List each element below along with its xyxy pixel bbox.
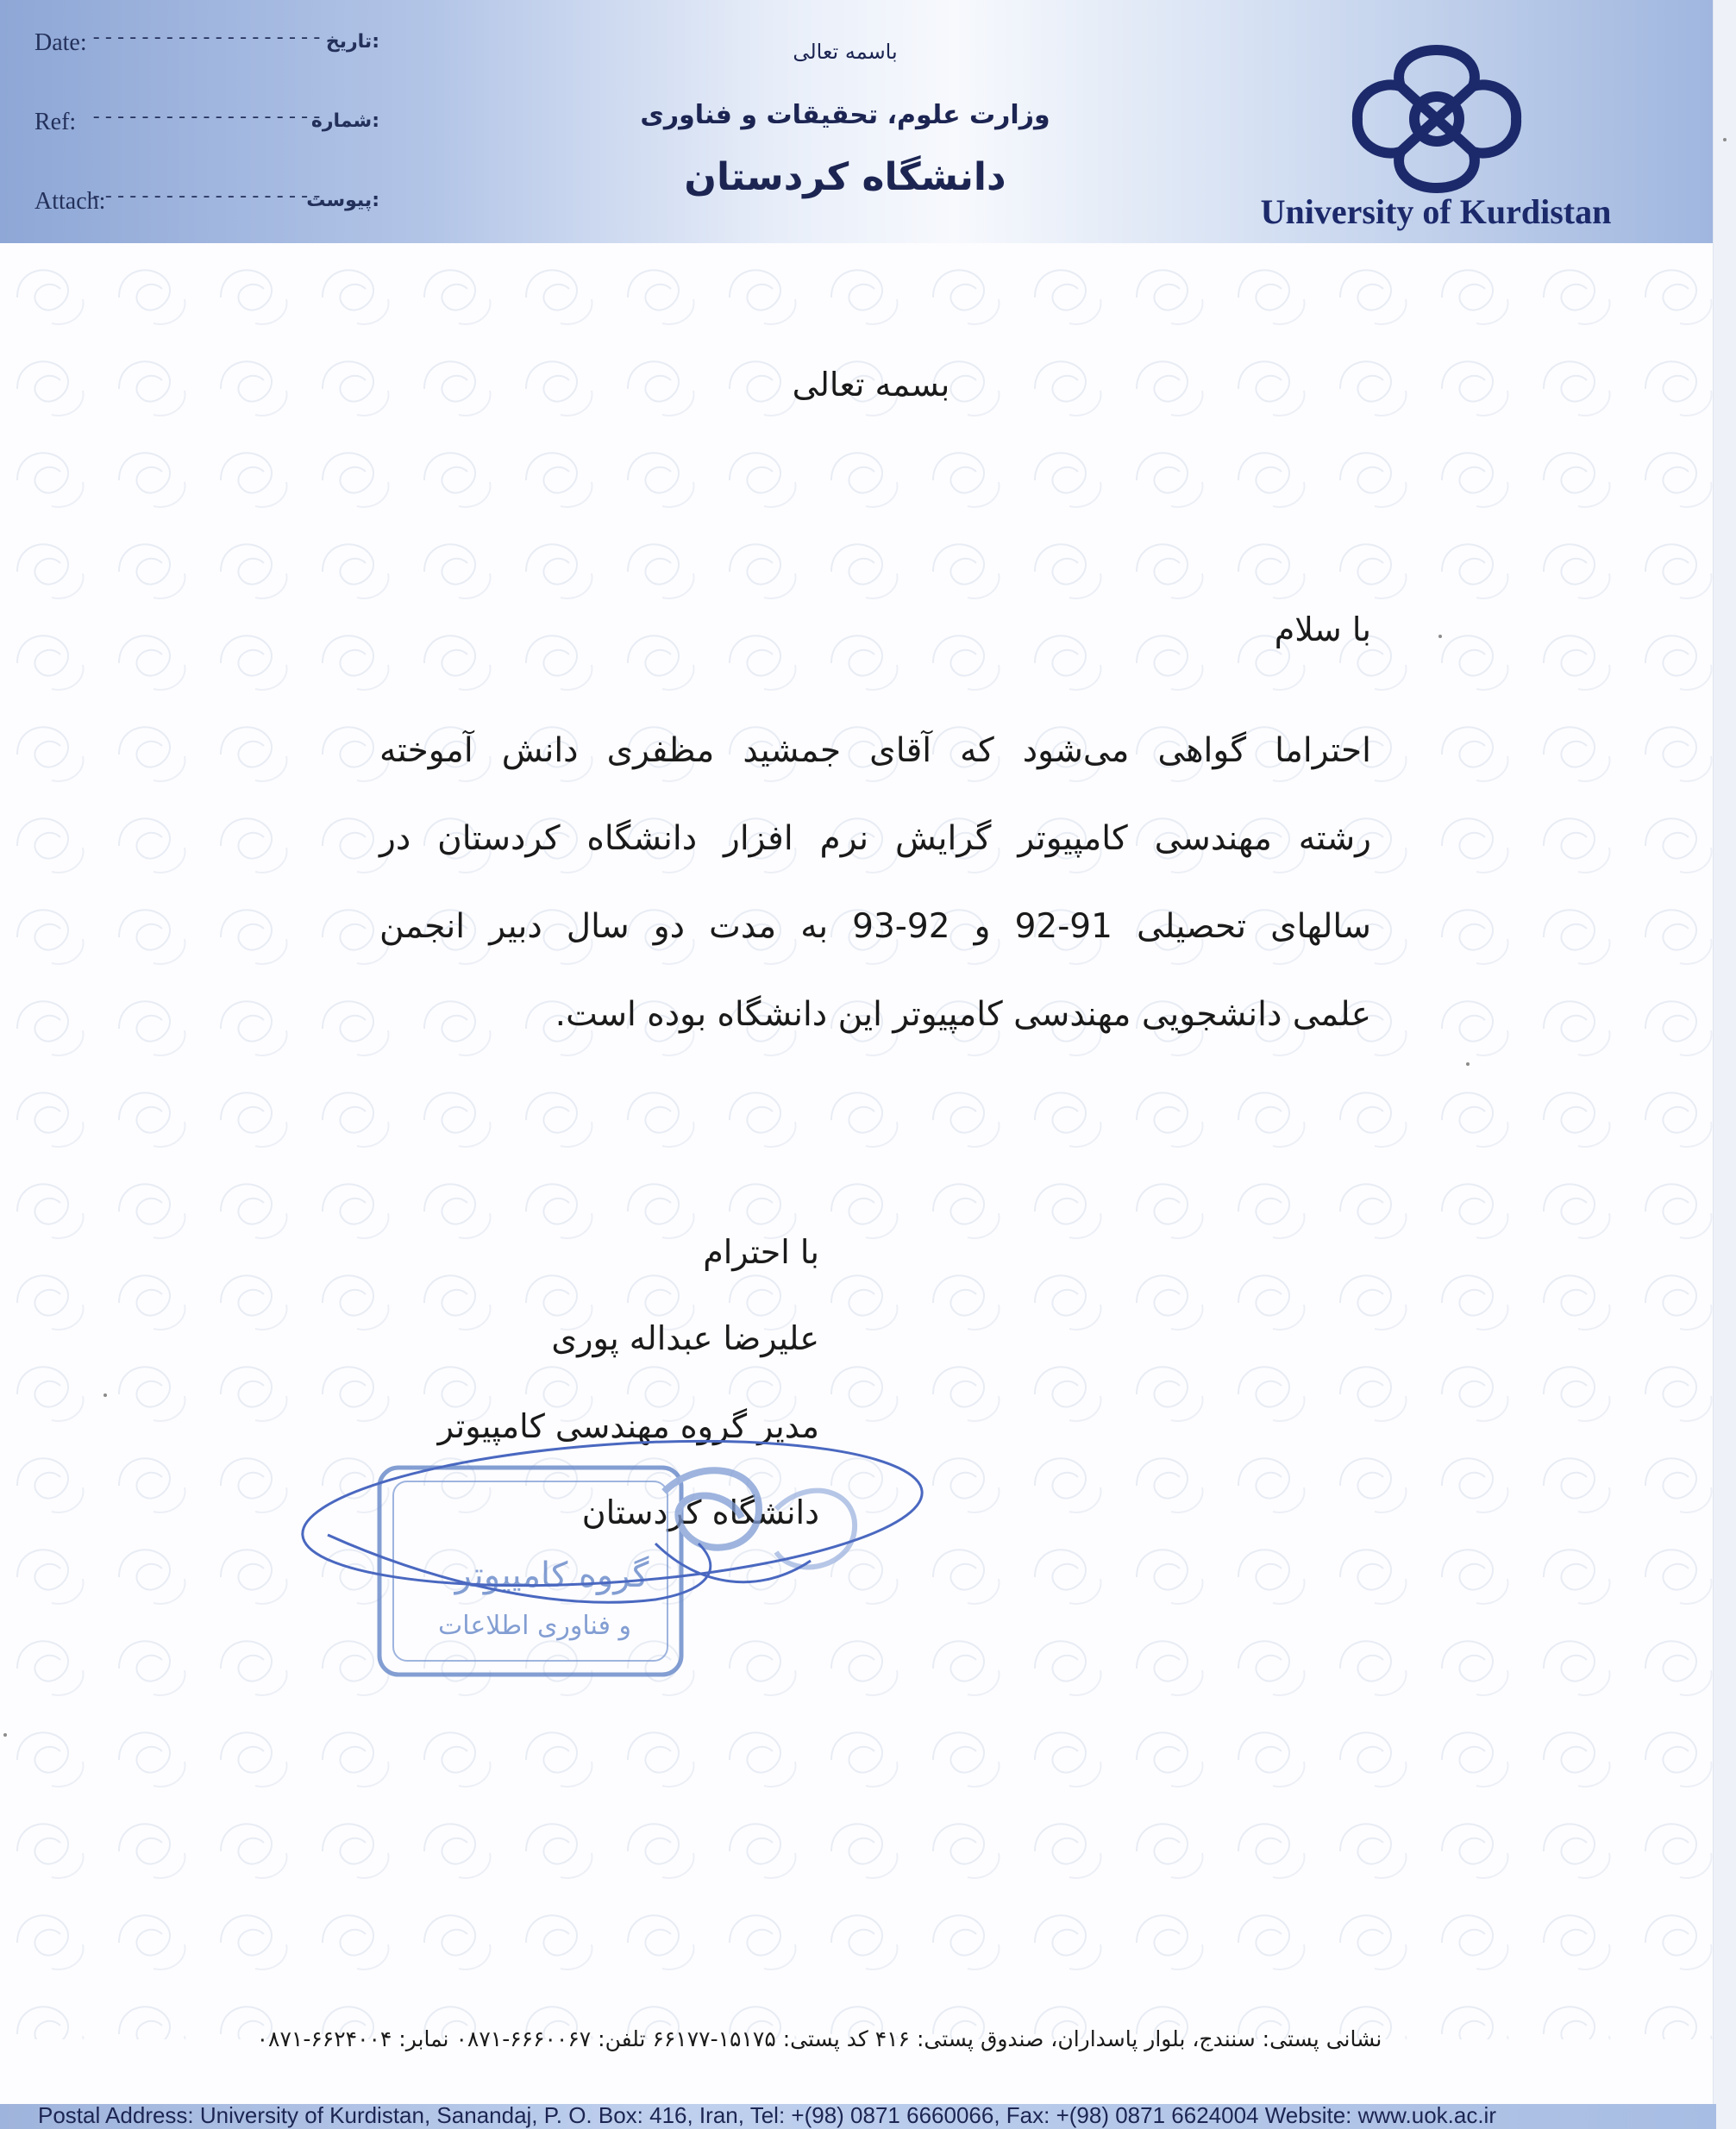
footer-address-en: Postal Address: University of Kurdistan, Sanandaj, P. O. Box: 416, Iran, Tel: +(98) 0871 6660066, Fax: +(98) 0871 6624004 Website: www.uok.ac.ir <box>38 2102 1496 2128</box>
ref-label-en: Ref: <box>34 109 77 135</box>
scan-edge <box>1713 0 1736 2129</box>
date-dashes: ------------------- <box>91 28 323 49</box>
ref-field <box>34 105 379 143</box>
date-label-fa: تاریخ: <box>325 31 379 53</box>
university-name-en: University of Kurdistan <box>1260 192 1612 231</box>
footer-address-fa: نشانی پستی: سنندج، بلوار پاسداران، صندوق پستی: ۴۱۶ کد پستی: ۱۵۱۷۵-۶۶۱۷۷ تلفن: ۶۶۶۰۰۶۷-۰۸۷۱ نمابر: ۶۶۲۴۰۰۴-۰۸۷۱ <box>256 2026 1382 2051</box>
header-bismillah: باسمه تعالی <box>793 40 898 64</box>
letter-bismillah: بسمه تعالی <box>792 366 950 404</box>
body-line-4: علمی دانشجویی مهندسی کامپیوتر این دانشگاه بوده است. <box>555 995 1371 1034</box>
scan-speck <box>1466 1062 1470 1066</box>
university-knot-logo-icon <box>1335 33 1539 205</box>
ministry-name: وزارت علوم، تحقیقات و فناوری <box>640 100 1050 130</box>
date-field <box>34 26 379 64</box>
ref-dashes: ------------------- <box>91 107 323 128</box>
attach-field <box>34 185 379 222</box>
closing: با احترام <box>703 1233 819 1271</box>
stamp-text-1: گروه کامپیوتر <box>454 1556 649 1595</box>
date-label-en: Date: <box>34 29 87 56</box>
scan-speck <box>1438 635 1442 638</box>
ref-label-fa: شماره: <box>310 110 379 132</box>
attach-dashes: ------------------- <box>91 186 323 208</box>
attach-label-en: Attach: <box>34 188 106 215</box>
body-line-1: احتراما گواهی می‌شود که آقای جمشید مظفری دانش آموخته <box>379 731 1371 770</box>
body-line-3: سالهای تحصیلی 91-92 و 92-93 به مدت دو سال دبیر انجمن <box>379 907 1371 946</box>
official-stamp <box>293 1414 949 1690</box>
scan-speck <box>103 1393 107 1397</box>
body-line-2: رشته مهندسی کامپیوتر گرایش نرم افزار دانشگاه کردستان در <box>379 819 1371 858</box>
signer-org: دانشگاه کردستان <box>581 1493 819 1531</box>
greeting: با سلام <box>1274 611 1371 648</box>
scan-speck <box>3 1733 7 1737</box>
stamp-text-2: و فناوری اطلاعات <box>438 1611 631 1641</box>
scan-speck <box>1723 138 1727 141</box>
watermark-pattern <box>0 246 1736 2039</box>
attach-label-fa: پیوست: <box>306 190 379 211</box>
signer-name: علیرضا عبداله پوری <box>551 1319 819 1357</box>
university-name-fa: دانشگاه کردستان <box>684 155 1006 199</box>
signer-title: مدیر گروه مهندسی کامپیوتر <box>437 1407 819 1445</box>
